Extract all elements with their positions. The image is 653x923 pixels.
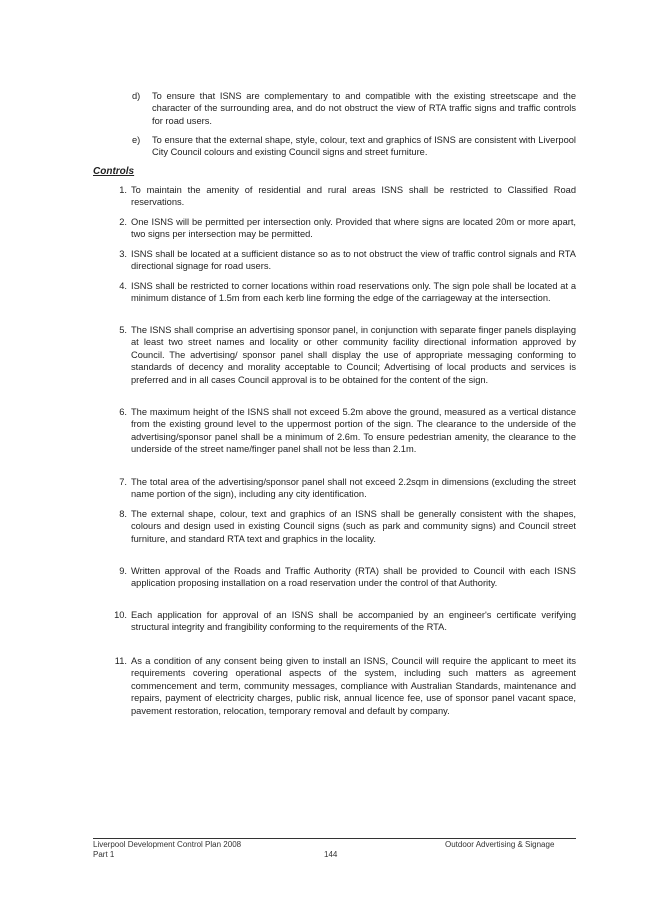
list-item-text: ISNS shall be restricted to corner locations within road reservations only. The sign pole shall be located at a minimum distance of 1.5m from each kerb line forming the edge of the carriageway at the intersection. [131,281,576,304]
control-item-7 [119,476,576,501]
control-item-10 [114,609,576,634]
list-marker: d) [132,91,141,101]
list-item-text: As a condition of any consent being given to install an ISNS, Council will require the applicant to meet its requirements covering operational aspects of the system, including such matters as agreement commencement and term, community messages, compliance with Australian Standards, maintenance and repairs, payment of electricity charges, public risk, annual licence fee, use of sponsor panel vacant space, pavement restoration, relocation, temporary removal and default by company. [131,656,576,716]
control-item-5 [119,324,576,386]
footer-section-title: Outdoor Advertising & Signage [445,840,555,849]
control-item-11 [114,655,576,717]
list-marker: 3. [119,249,127,259]
list-marker: 8. [119,509,127,519]
list-item-text: The maximum height of the ISNS shall not exceed 5.2m above the ground, measured as a vertical distance from the existing ground level to the uppermost portion of the sign. The clearance to the underside of the advertising/sponsor panel shall be a minimum of 2.6m. To ensure pedestrian amenity, the clearance to the underside of the street name/finger panel shall not be less than 2.1m. [131,407,576,455]
list-marker: 7. [119,477,127,487]
list-marker: 2. [119,217,127,227]
list-item-text: To maintain the amenity of residential and rural areas ISNS shall be restricted to Classified Road reservations. [131,185,576,208]
list-marker: 9. [119,566,127,576]
list-item-text: ISNS shall be located at a sufficient distance so as to not obstruct the view of traffic control signals and RTA directional signage for road users. [131,249,576,272]
list-item-text: The ISNS shall comprise an advertising sponsor panel, in conjunction with separate finger panels displaying at least two street names and locality or other community facility directional information approved by Council. The advertising/ sponsor panel shall display the use of appropriate messaging conforming to standards of decency and morality acceptable to Council; Advertising of local products and services is preferred and in all cases Council approval is to be obtained for the content of the sign. [131,325,576,385]
list-item-text: Written approval of the Roads and Traffic Authority (RTA) shall be provided to Council with each ISNS application proposing installation on a road reservation under the control of that Authority. [131,566,576,589]
list-item-text: The external shape, colour, text and graphics of an ISNS shall be generally consistent with the shapes, colours and design used in existing Council signs (such as park and community signs) and Council street furniture, and standard RTA text and graphics in the locality. [131,509,576,544]
list-marker: 5. [119,325,127,335]
page-number: 144 [324,850,338,859]
list-marker: e) [132,135,141,145]
controls-heading: Controls [93,166,135,177]
control-item-3 [119,248,576,273]
list-marker: 6. [119,407,127,417]
control-item-8 [119,508,576,545]
list-item-text: Each application for approval of an ISNS shall be accompanied by an engineer's certificate verifying structural integrity and frangibility conforming to the requirements of the RTA. [131,610,576,633]
footer-document-title: Liverpool Development Control Plan 2008 [93,840,242,849]
list-item-e [132,134,576,159]
list-item-text: The total area of the advertising/sponsor panel shall not exceed 2.2sqm in dimensions (excluding the street name portion of the sign), including any city identification. [131,477,576,500]
control-item-4 [119,280,576,305]
footer-part: Part 1 [93,850,115,859]
list-marker: 4. [119,281,127,291]
list-item-text: To ensure that the external shape, style, colour, text and graphics of ISNS are consistent with Liverpool City Council colours and existing Council signs and street furniture. [152,135,576,158]
control-item-9 [119,565,576,590]
list-item-text: To ensure that ISNS are complementary to and compatible with the existing streetscape and the character of the surrounding area, and do not obstruct the view of RTA traffic signs and traffic controls for road users. [152,91,576,126]
list-marker: 11. [114,656,127,666]
control-item-6 [119,406,576,456]
list-item-d [132,90,576,127]
list-marker: 10. [114,610,127,620]
list-item-text: One ISNS will be permitted per intersection only. Provided that where signs are located 20m or more apart, two signs per intersection may be permitted. [131,217,576,240]
control-item-2 [119,216,576,241]
control-item-1 [119,184,576,209]
footer-divider [93,838,576,839]
list-marker: 1. [119,185,127,195]
